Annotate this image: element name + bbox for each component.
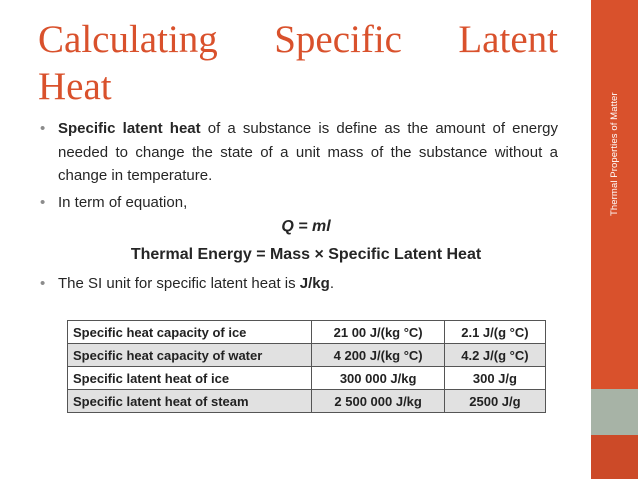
table-cell-value-kg: 21 00 J/(kg °C) [312,321,444,344]
table-cell-value-kg: 2 500 000 J/kg [312,390,444,413]
sidebar-section-label: Thermal Properties of Matter [609,92,620,216]
si-unit-suffix: . [329,275,334,292]
table-cell-value-g: 2.1 J/(g °C) [444,321,545,344]
table-row [68,344,546,367]
title-line-1 [38,16,558,63]
title-line-2: Heat [38,65,112,108]
table-cell-label: Specific latent heat of steam [68,390,312,413]
sidebar-gray-band [591,389,638,435]
bullet-dot-icon: • [40,120,46,137]
title-word-1: Calculating [38,18,218,61]
table-cell-value-g: 2500 J/g [444,390,545,413]
title-word-3: Latent [458,18,558,61]
table-row [68,321,546,344]
equation-formula: Q = ml [281,218,331,235]
sidebar-dark-band [591,435,638,479]
term-specific-latent-heat: Specific latent heat [58,120,201,137]
constants-table [67,320,546,413]
table-cell-value-g: 4.2 J/(g °C) [444,344,545,367]
table-cell-value-kg: 4 200 J/(kg °C) [312,344,444,367]
si-unit-value: J/kg [299,275,330,292]
table-cell-label: Specific heat capacity of water [68,344,312,367]
sidebar-accent-bar [591,0,638,479]
bullet-equation-intro [38,191,558,215]
table-row [68,390,546,413]
si-unit-text: The SI unit for specific latent heat is [58,275,300,292]
slide-body [38,117,558,296]
title-word-2: Specific [274,18,402,61]
equation-intro-text: In term of equation, [58,193,188,211]
table-row [68,367,546,390]
table-cell-value-kg: 300 000 J/kg [312,367,444,390]
bullet-dot-icon: • [40,275,46,292]
table-cell-value-g: 300 J/g [444,367,545,390]
definition-text: of a substance is define as the amount of energy needed to change the state of a unit mass of the substance without a change in temperature. [58,120,558,184]
bullet-si-unit [38,272,558,296]
equation-in-words: Thermal Energy = Mass × Specific Latent Heat [130,246,482,263]
table-cell-label: Specific heat capacity of ice [68,321,312,344]
slide-title [38,16,558,110]
table-cell-label: Specific latent heat of ice [68,367,312,390]
bullet-definition [38,117,558,188]
bullet-dot-icon: • [40,193,46,211]
